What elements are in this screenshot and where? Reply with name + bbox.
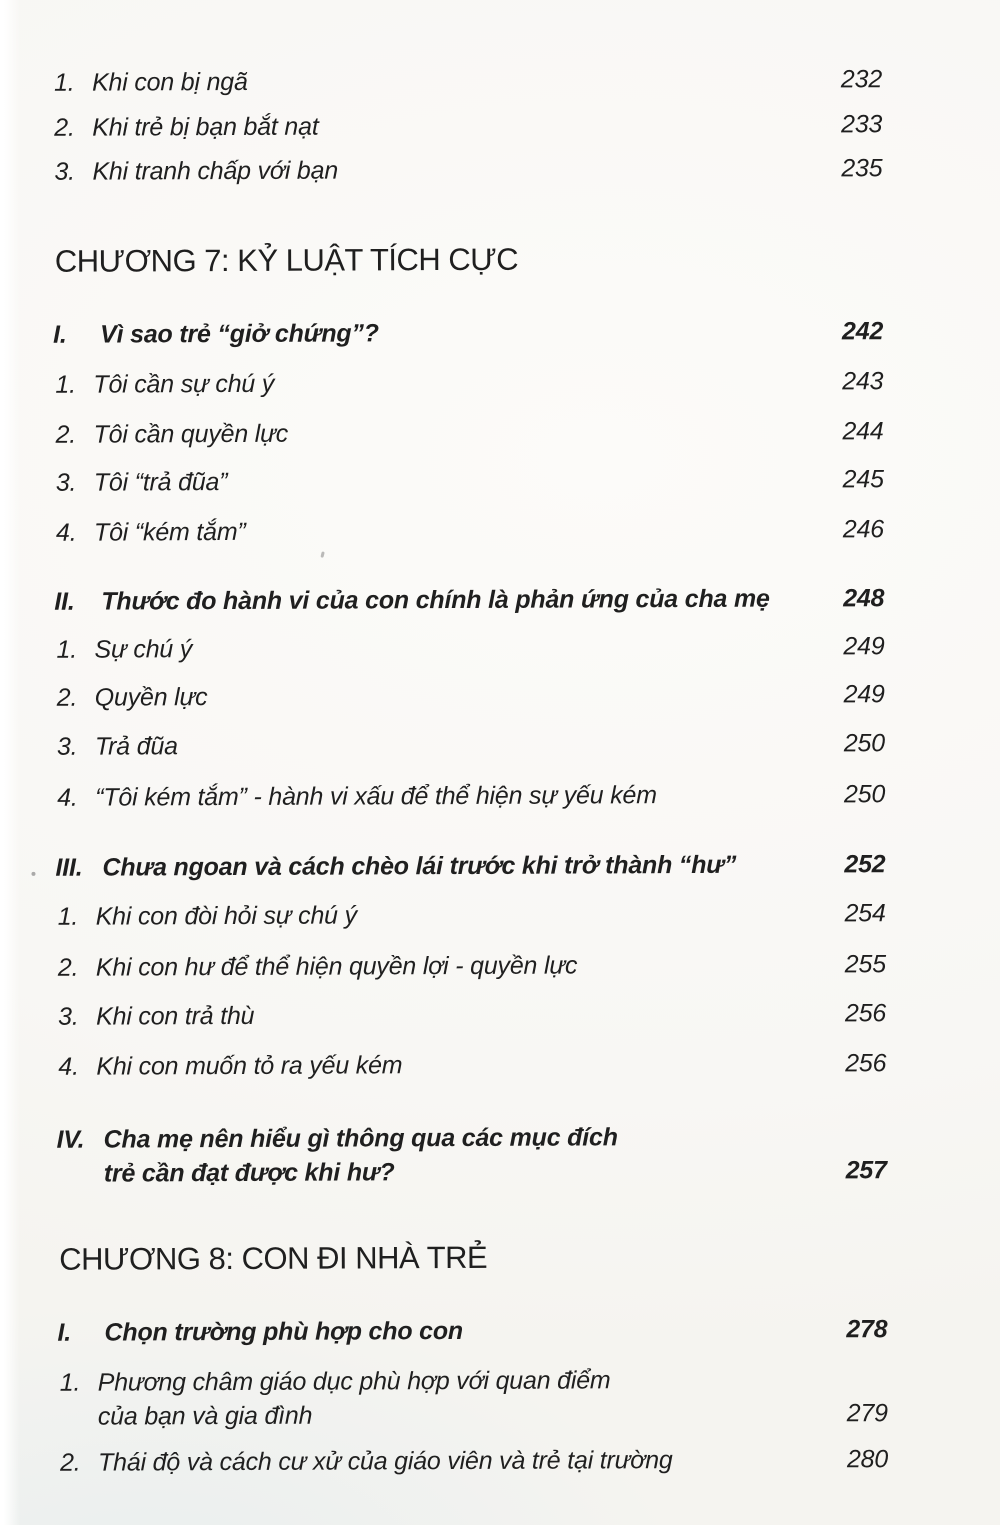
entry-label: “Tôi kém tắm” - hành vi xấu để thể hiện sự yếu kém: [95, 781, 657, 812]
chapter-heading: CHƯƠNG 8: CON ĐI NHÀ TRẺ: [59, 1239, 488, 1277]
entry-label: Tôi “trả đũa”: [93, 468, 228, 497]
entry-page-number: 250: [843, 780, 886, 809]
toc-entry: [3, 1362, 1000, 1434]
entry-label: Tôi cần quyền lực: [93, 419, 289, 449]
toc-entry: [1, 947, 1000, 985]
entry-number: 4.: [58, 1052, 79, 1081]
entry-page-number: 245: [842, 465, 884, 494]
entry-label: Khi con hư để thể hiện quyền lợi - quyền lực: [95, 951, 578, 982]
entry-page-number: 256: [844, 999, 887, 1028]
section-label: Vì sao trẻ “giở chứng”?: [100, 319, 379, 349]
toc-entry: [0, 151, 997, 189]
entry-label: Khi con bị ngã: [91, 67, 248, 97]
toc-entry: [0, 726, 1000, 764]
section-label: Chọn trường phù hợp cho con: [104, 1316, 464, 1347]
entry-label-line2: của bạn và gia đình: [97, 1401, 313, 1431]
section-numeral: I.: [57, 1318, 72, 1347]
entry-label: Tôi cần sự chú ý: [93, 369, 275, 399]
entry-number: 2.: [59, 1448, 81, 1477]
toc-entry: [0, 629, 1000, 667]
entry-page-number: 233: [841, 110, 883, 139]
entry-label: Khi tranh chấp với bạn: [92, 156, 339, 186]
entry-label: Khi con đòi hỏi sự chú ý: [95, 901, 357, 931]
entry-number: 2.: [57, 953, 79, 982]
toc-entry: [0, 677, 1000, 715]
entry-page-number: 250: [843, 729, 885, 758]
entry-number: 2.: [54, 113, 75, 142]
entry-page-number: 235: [841, 154, 883, 183]
toc-section: [0, 581, 999, 619]
toc-entry: [3, 1442, 1000, 1480]
entry-page-number: 243: [842, 367, 884, 396]
entry-page-number: 249: [843, 680, 885, 709]
entry-number: 2.: [55, 420, 77, 449]
entry-number: 3.: [55, 468, 77, 497]
entry-label: Quyền lực: [94, 683, 208, 712]
entry-number: 1.: [57, 902, 79, 931]
entry-number: 3.: [56, 732, 78, 761]
toc-section: [0, 847, 1000, 885]
section-page-number: 278: [846, 1315, 888, 1344]
entry-page-number: 279: [846, 1399, 888, 1428]
entry-number: 1.: [59, 1368, 81, 1397]
toc-entry: [0, 414, 999, 452]
entry-page-number: 280: [846, 1445, 889, 1474]
entry-page-number: 256: [845, 1049, 887, 1078]
section-numeral: IV.: [56, 1125, 85, 1154]
section-label: Thước đo hành vi của con chính là phản ứng của cha mẹ: [101, 584, 770, 616]
section-page-number: 242: [841, 317, 884, 346]
toc-entry: [0, 62, 997, 100]
entry-number: 1.: [53, 68, 75, 97]
entry-page-number: 254: [844, 899, 886, 928]
entry-page-number: 246: [842, 515, 885, 544]
toc-entry: [0, 364, 998, 402]
entry-page-number: 255: [844, 950, 886, 979]
section-label-line2: trẻ cần đạt được khi hư?: [103, 1158, 395, 1188]
entry-label: Sự chú ý: [94, 635, 193, 664]
entry-page-number: 244: [842, 417, 884, 446]
entry-label: Khi con trả thù: [96, 1001, 255, 1031]
toc-entry: [1, 896, 1000, 934]
scan-speck: [31, 872, 35, 876]
chapter-heading: CHƯƠNG 7: KỶ LUẬT TÍCH CỰC: [54, 241, 519, 279]
entry-label-line1: Phương châm giáo dục phù hợp với quan điểm: [97, 1366, 611, 1397]
section-page-number: 248: [843, 584, 885, 613]
entry-number: 3.: [54, 157, 75, 186]
entry-label: Khi con muốn tỏ ra yếu kém: [96, 1051, 403, 1081]
section-numeral: III.: [55, 853, 83, 882]
toc-entry: [0, 512, 999, 550]
section-numeral: II.: [54, 587, 75, 616]
toc-entry: [0, 777, 1000, 815]
entry-label: Trả đũa: [94, 732, 178, 761]
toc-section: [2, 1119, 1000, 1191]
entry-number: 4.: [57, 783, 78, 812]
entry-number: 1.: [55, 370, 76, 399]
entry-number: 4.: [55, 518, 77, 547]
entry-number: 3.: [58, 1002, 79, 1031]
toc-entry: [0, 107, 997, 145]
section-label-line1: Cha mẹ nên hiểu gì thông qua các mục đích: [103, 1123, 618, 1154]
entry-number: 1.: [56, 635, 78, 664]
section-numeral: I.: [53, 320, 67, 349]
entry-label: Tôi “kém tắm”: [93, 517, 246, 547]
entry-label: Thái độ và cách cư xử của giáo viên và trẻ tại trường: [97, 1446, 673, 1477]
toc-section: [2, 1312, 1000, 1350]
scan-speck: [320, 551, 324, 558]
section-label: Chưa ngoan và cách chèo lái trước khi trở thành “hư”: [102, 850, 737, 882]
toc-section: [0, 314, 998, 352]
section-page-number: 257: [845, 1156, 887, 1185]
entry-page-number: 249: [843, 632, 885, 661]
toc-entry: [1, 996, 1000, 1034]
entry-number: 2.: [56, 683, 78, 712]
entry-label: Khi trẻ bị bạn bắt nạt: [92, 112, 319, 142]
toc-entry: [1, 1046, 1000, 1084]
section-page-number: 252: [844, 850, 886, 879]
toc-entry: [0, 462, 999, 500]
entry-page-number: 232: [840, 65, 883, 94]
